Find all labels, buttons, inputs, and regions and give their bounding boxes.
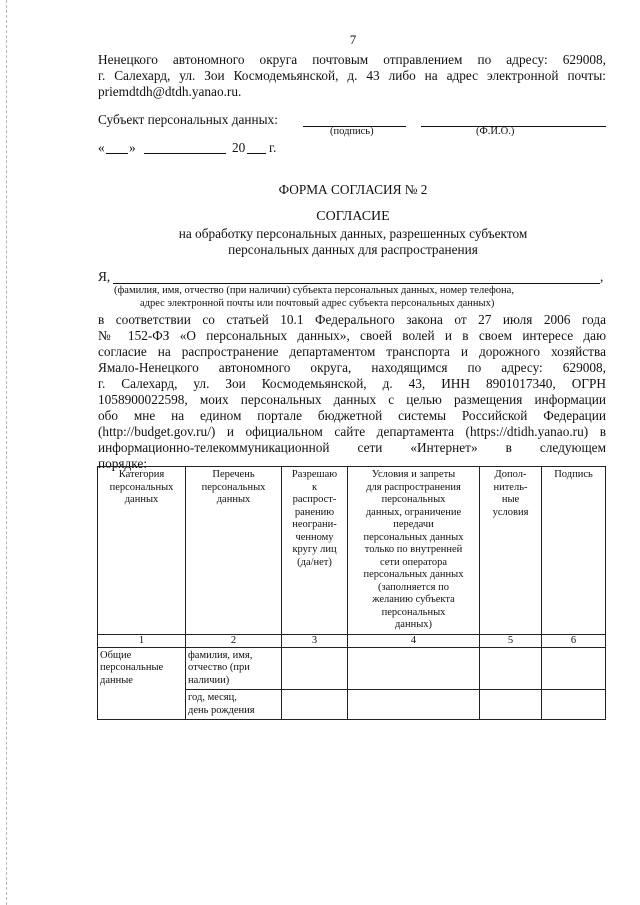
- body-line: информационно-телекоммуникационной сети «Интернет» в следующем: [98, 440, 606, 455]
- body-line: согласие на распространение департаментом транспорта и дорожного хозяйства: [98, 344, 606, 359]
- subject-label: Субъект персональных данных:: [98, 112, 278, 127]
- year-suffix: г.: [269, 140, 277, 155]
- additional-cell[interactable]: [480, 690, 542, 720]
- body-line: в соответствии со статьей 10.1 Федерального закона от 27 июля 2006 года: [98, 312, 606, 327]
- address-line-2: г. Салехард, ул. Зои Космодемьянской, д. 43 либо на адрес электронной почты:: [98, 68, 606, 83]
- column-number: 2: [186, 634, 282, 647]
- address-line-3: priemdtdh@dtdh.yanao.ru.: [98, 84, 242, 99]
- column-number: 4: [348, 634, 480, 647]
- row-category: Общие персональные данные: [98, 647, 186, 720]
- page-number: 7: [349, 32, 357, 47]
- body-line: порядке:: [98, 456, 148, 471]
- body-line: Ямало-Ненецкого автономного округа, находящимся по адресу: 629008,: [98, 360, 606, 375]
- table-header-row: [98, 467, 606, 635]
- conditions-cell[interactable]: [348, 690, 480, 720]
- form-heading: ФОРМА СОГЛАСИЯ № 2: [278, 182, 428, 197]
- column-number: 1: [98, 634, 186, 647]
- additional-cell[interactable]: [480, 647, 542, 690]
- column-number: 5: [480, 634, 542, 647]
- table-numbers-row: [98, 634, 606, 647]
- body-line: (http://budget.gov.ru/) и официальном сайте департамента (https://dtidh.yanao.ru) в: [98, 424, 606, 439]
- header-category: Категория персональных данных: [98, 467, 186, 635]
- column-number: 6: [542, 634, 606, 647]
- body-line: г. Салехард, ул. Зои Космодемьянской, д. 43, ИНН 8901017340, ОГРН: [98, 376, 606, 391]
- name-caption: (Ф.И.О.): [476, 126, 515, 137]
- row-item: фамилия, имя, отчество (при наличии): [186, 647, 282, 690]
- signature-caption: (подпись): [330, 126, 374, 137]
- date-year-line: [247, 153, 266, 154]
- ya-caption-1: (фамилия, имя, отчество (при наличии) субъекта персональных данных, номер телефона,: [114, 285, 514, 296]
- consent-subtitle-1: на обработку персональных данных, разрешенных субъектом: [178, 226, 528, 241]
- scan-edge-line: [6, 0, 9, 905]
- consent-subtitle-2: персональных данных для распространения: [228, 242, 478, 257]
- address-line-1: Ненецкого автономного округа почтовым отправлением по адресу: 629008,: [98, 52, 606, 67]
- column-number: 3: [282, 634, 348, 647]
- ya-fill-line: [113, 283, 600, 284]
- body-line: № 152-ФЗ «О персональных данных», своей волей и в своем интересе даю: [98, 328, 606, 343]
- date-month-line: [144, 153, 226, 154]
- consent-title: СОГЛАСИЕ: [316, 209, 390, 224]
- date-open-quote: «: [98, 140, 105, 155]
- table-row: [98, 647, 606, 690]
- header-allow: Разрешаю к распрост- ранению неограни- ченному кругу лиц (да/нет): [282, 467, 348, 635]
- date-close-quote: »: [129, 140, 136, 155]
- header-additional: Допол- нитель- ные условия: [480, 467, 542, 635]
- ya-label: Я,: [98, 269, 111, 284]
- body-line: обо мне на едином портале бюджетной системы Российской Федерации: [98, 408, 606, 423]
- ya-comma: ,: [600, 269, 604, 284]
- signature-cell[interactable]: [542, 647, 606, 690]
- signature-cell[interactable]: [542, 690, 606, 720]
- allow-cell[interactable]: [282, 690, 348, 720]
- ya-caption-2: адрес электронной почты или почтовый адрес субъекта персональных данных): [140, 298, 495, 309]
- header-list: Перечень персональных данных: [186, 467, 282, 635]
- date-day-line: [106, 153, 128, 154]
- header-signature: Подпись: [542, 467, 606, 635]
- row-item: год, месяц, день рождения: [186, 690, 282, 720]
- header-conditions: Условия и запреты для распространения персональных данных, ограничение передачи персональных данных только по внутренней сети оператора персональных данных (заполняется по желанию субъекта персональных данных): [348, 467, 480, 635]
- conditions-cell[interactable]: [348, 647, 480, 690]
- body-line: 1058900022598, моих персональных данных с целью размещения информации: [98, 392, 606, 407]
- consent-table: [97, 466, 606, 720]
- year-prefix: 20: [232, 140, 246, 155]
- allow-cell[interactable]: [282, 647, 348, 690]
